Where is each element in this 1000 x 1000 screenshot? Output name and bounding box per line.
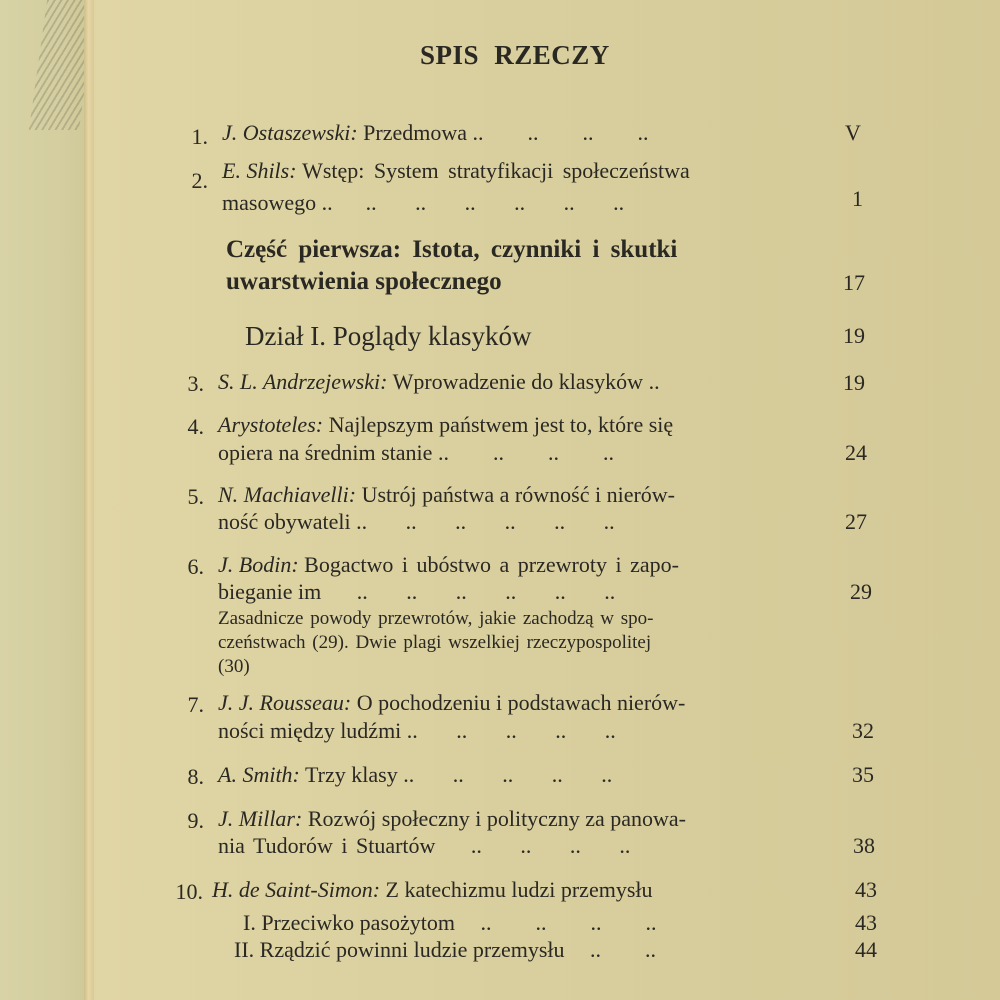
toc-entry [218,482,675,508]
toc-subentry [243,910,657,936]
entry-title: Wprowadzenie do klasyków [392,369,644,394]
entry-subtext: (30) [218,656,250,677]
subentry-page: 44 [855,937,877,962]
leader-dots: .. .. .. .. [472,120,649,145]
leader-dots: .. .. .. .. .. .. [356,509,615,534]
entry-title: Rozwój społeczny i polityczny za panowa- [307,806,686,831]
entry-title-cont: ności między ludźmi [218,718,402,743]
entry-page: 35 [852,762,874,787]
subentry-page: 43 [855,910,877,935]
toc-entry-continued [222,190,624,216]
leader-dots: .. .. .. .. .. .. .. [321,190,625,215]
leader-dots: .. .. .. .. .. .. [356,579,616,604]
toc-entry-continued [218,833,630,859]
subentry-label: I. Przeciwko pasożytom [243,910,455,935]
entry-number: 7. [187,692,204,717]
part-page: 17 [843,270,865,295]
entry-title: O pochodzeniu i podstawach nierów- [356,690,686,715]
entry-author: E. Shils: [222,158,297,183]
entry-title-cont: bieganie im [218,579,322,604]
entry-page: 29 [850,579,872,604]
entry-author: S. L. Andrzejewski: [218,369,388,394]
entry-page: 1 [852,186,863,211]
leader-dots: .. .. .. .. [437,440,614,465]
entry-author: Arystoteles: [218,412,324,437]
entry-number: 4. [187,414,204,439]
toc-entry-continued [218,509,615,535]
toc-entry-continued [218,718,616,744]
leader-dots: .. .. .. .. [480,910,657,935]
entry-number: 5. [187,484,204,509]
part-heading-cont: uwarstwienia społecznego [226,268,502,295]
entry-page: 27 [845,509,867,534]
entry-author: J. J. Rousseau: [218,690,352,715]
toc-subentry [234,937,656,963]
leader-dots: .. .. [590,937,657,962]
toc-entry [218,552,679,578]
entry-title: Ustrój państwa a równość i nierów- [361,482,676,507]
entry-number: 3. [187,371,204,396]
toc-entry-continued [218,579,615,605]
entry-author: J. Millar: [218,806,303,831]
entry-number: 2. [191,168,208,193]
entry-title-cont: masowego [222,190,317,215]
toc-entry [218,762,612,788]
entry-author: J. Bodin: [218,552,299,577]
section-page: 19 [843,323,865,348]
entry-page: 32 [852,718,874,743]
toc-entry [212,877,653,903]
entry-subtext: czeństwach (29). Dwie plagi wszelkiej rzeczypospolitej [218,632,652,653]
entry-page: 19 [843,370,865,395]
entry-title: Wstęp: System stratyfikacji społeczeństwa [302,158,690,183]
entry-author: N. Machiavelli: [218,482,357,507]
toc-entry [218,412,673,438]
entry-author: J. Ostaszewski: [222,120,358,145]
part-heading: Część pierwsza: Istota, czynniki i skutki [226,236,678,263]
entry-page: 43 [855,877,877,902]
entry-page: 38 [853,833,875,858]
toc-entry [222,120,649,146]
subentry-label: II. Rządzić powinni ludzie przemysłu [234,937,565,962]
entry-author: A. Smith: [218,762,300,787]
entry-title: Najlepszym państwem jest to, które się [328,412,674,437]
leader-dots: .. .. .. .. .. [406,718,616,743]
entry-title: Bogactwo i ubóstwo a przewroty i zapo- [304,552,679,577]
entry-number: 10. [175,879,203,904]
leader-dots: .. .. .. .. .. [403,762,613,787]
entry-page: V [845,120,861,145]
leader-dots: .. .. .. .. [470,833,631,858]
entry-number: 6. [187,554,204,579]
toc-entry [218,369,660,395]
entry-page: 24 [845,440,867,465]
entry-title: Trzy klasy [305,762,398,787]
section-heading: Dział I. Poglądy klasyków [245,321,532,351]
toc-entry-continued [218,440,614,466]
entry-subtext: Zasadnicze powody przewrotów, jakie zachodzą w spo- [218,608,654,629]
entry-number: 8. [187,764,204,789]
entry-title-cont: ność obywateli [218,509,351,534]
entry-author: H. de Saint-Simon: [212,877,381,902]
entry-title-cont: opiera na średnim stanie [218,440,433,465]
toc-entry [218,690,685,716]
leader-dots: .. [648,369,660,394]
entry-title-cont: nia Tudorów i Stuartów [218,833,436,858]
toc-entry [222,158,690,184]
entry-title: Przedmowa [363,120,468,145]
entry-number: 9. [187,808,204,833]
entry-title: Z katechizmu ludzi przemysłu [385,877,653,902]
page-title: SPIS RZECZY [420,40,610,70]
entry-number: 1. [191,124,208,149]
toc-entry [218,806,686,832]
